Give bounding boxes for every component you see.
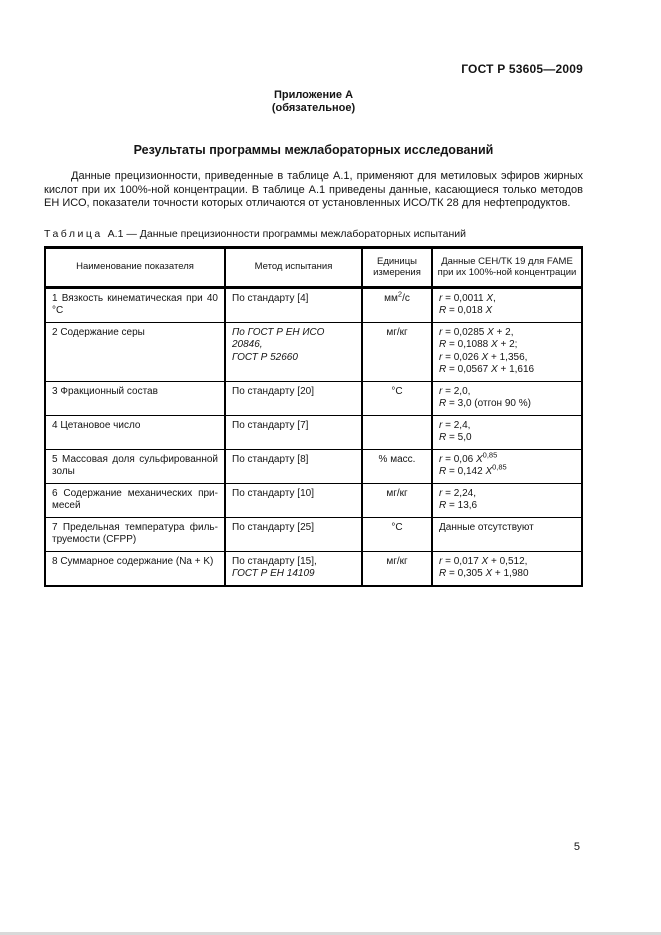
table-caption-text: Данные прецизионности программы межлабораторных испытаний [139,227,466,240]
cell-name: 2 Содержание серы [45,322,225,381]
document-page [44,0,583,935]
header-cen-tc19-data: Данные СЕН/ТК 19 для FAME при их 100%-ной концентрации [432,247,582,287]
table-caption-number: А.1 [107,227,124,240]
appendix-subtitle: (обязательное) [271,102,356,114]
cell-data: r = 2,0, R = 3,0 (отгон 90 %) [432,381,582,415]
cell-units: °С [362,381,432,415]
cell-units [362,415,432,449]
cell-data: r = 0,017 X + 0,512, R = 0,305 X + 1,980 [432,551,582,586]
cell-data: r = 0,06 X$^{0,85}$ R = 0,142 X$^{0,85}$ [432,449,582,483]
cell-units: $мм^2/с$ [362,287,432,322]
table-header-row [45,247,582,287]
table-caption [44,228,583,240]
cell-name: 4 Цетановое число [45,415,225,449]
table-row [45,415,582,449]
cell-method: По стандарту [20] [225,381,362,415]
cell-units: мг/кг [362,322,432,381]
cell-units: °С [362,517,432,551]
cell-method: По стандарту [8] [225,449,362,483]
table-caption-dash: — [126,227,137,240]
table-row [45,551,582,586]
cell-data: r = 2,4, R = 5,0 [432,415,582,449]
cell-method: По стандарту [10] [225,483,362,517]
header-indicator-name: Наименование показателя [45,247,225,287]
appendix-heading [44,89,583,115]
header-test-method: Метод испытания [225,247,362,287]
table-row [45,449,582,483]
cell-data: r = 0,0011 X, R = 0,018 X [432,287,582,322]
appendix-title: Приложение А [273,89,354,101]
cell-data: r = 2,24, R = 13,6 [432,483,582,517]
cell-units: мг/кг [362,551,432,586]
table-row [45,483,582,517]
cell-data: Данные отсутствуют [432,517,582,551]
page-number: 5 [573,841,580,853]
doc-code: ГОСТ Р 53605—2009 [461,62,583,76]
section-title: Результаты программы межлабораторных исследований [133,143,494,157]
cell-name: 1 Вязкость кинематическая при 40 °С [45,287,225,322]
table-row [45,517,582,551]
precision-data-table [44,246,583,587]
cell-data: r = 0,0285 X + 2, R = 0,1088 X + 2; r = 0,026 X + 1,356, R = 0,0567 X + 1,616 [432,322,582,381]
cell-name: 5 Массовая доля сульфированной золы [45,449,225,483]
table-row [45,381,582,415]
cell-method: По стандарту [4] [225,287,362,322]
cell-method: По стандарту [15], ГОСТ Р ЕН 14109 [225,551,362,586]
table-row [45,322,582,381]
cell-name: 7 Предельная температура фильтруемости (CFPP) [45,517,225,551]
cell-method: По стандарту [7] [225,415,362,449]
cell-method: По стандарту [25] [225,517,362,551]
header-units: Единицы измерения [362,247,432,287]
cell-method: По ГОСТ Р ЕН ИСО 20846, ГОСТ Р 52660 [225,322,362,381]
cell-units: мг/кг [362,483,432,517]
cell-name: 8 Суммарное содержание (Na + K) [45,551,225,586]
table-row [45,287,582,322]
cell-name: 6 Содержание механических примесей [45,483,225,517]
table-caption-word: Таблица [44,227,103,240]
intro-paragraph: Данные прецизионности, приведенные в таблице А.1, применяют для метиловых эфиров жирных кислот при их 100%-ной концентрации. В таблице А.1 приведены данные, касающиеся только методов ЕН ИСО, показатели точности которых отличаются от установленных ИСО/ТК 28 для нефтепродуктов. [44,170,583,209]
cell-name: 3 Фракционный состав [45,381,225,415]
cell-units: % масс. [362,449,432,483]
